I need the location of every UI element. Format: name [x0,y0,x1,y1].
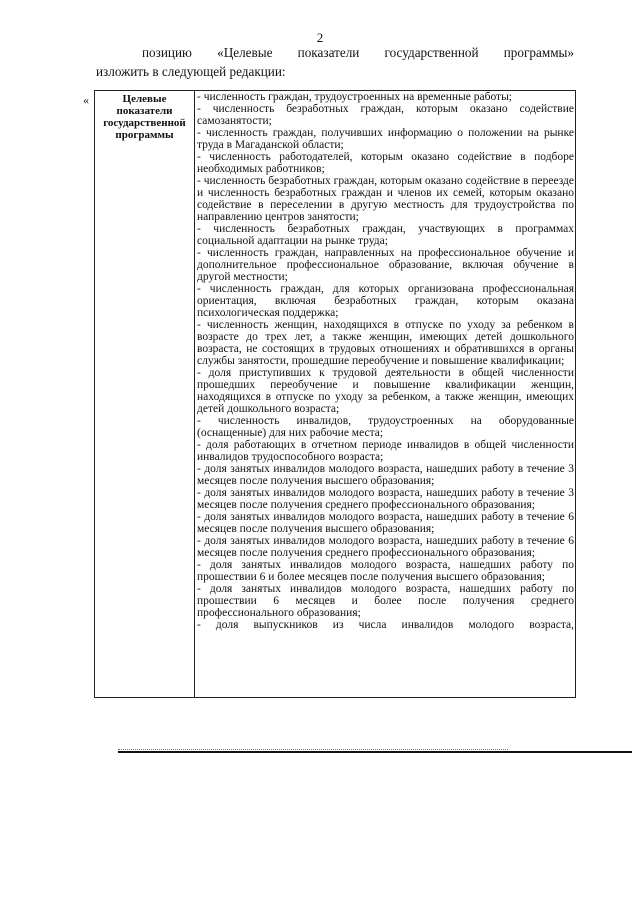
page-number: 2 [316,30,324,45]
indicator-item: - численность граждан, направленных на профессиональное обучение и дополнительное профессиональное образование, включая обучение в другой местности; [197,247,574,283]
intro-word: программы» [503,45,574,60]
intro-word: «Целевые [217,45,273,60]
indicator-item: - численность безработных граждан, которым оказано содействие самозанятости; [197,103,574,127]
indicator-item: - численность граждан, получивших информацию о положении на рынке труда в Магаданской области; [197,127,574,151]
indicators-cell [195,91,576,698]
table-row [95,91,576,698]
intro-word: показатели [297,45,360,60]
intro-word: позицию [142,45,192,60]
indicator-item: - доля занятых инвалидов молодого возраста, нашедших работу в течение 3 месяцев после получения высшего образования; [197,463,574,487]
indicator-item: - численность безработных граждан, которым оказано содействие в переезде и численность безработных граждан и членов их семей, которым оказано содействие в переселении в другую местность для трудоустройства по направлению центров занятости; [197,175,574,223]
indicator-item: - численность работодателей, которым оказано содействие в подборе необходимых работников; [197,151,574,175]
indicator-item: - доля занятых инвалидов молодого возраста, нашедших работу по прошествии 6 месяцев и более после получения среднего профессионального образования; [197,583,574,619]
indicator-item: - численность граждан, для которых организована профессиональная ориентация, включая безработных граждан, которым оказана психологическая поддержка; [197,283,574,319]
page-divider-line [118,751,632,753]
intro-paragraph [96,43,574,81]
indicator-item-truncated: - доля выпускников из числа инвалидов молодого возраста, [197,619,574,631]
intro-word: государственной [384,45,479,60]
intro-line-2: изложить в следующей редакции: [96,64,286,79]
opening-quote-mark: « [83,93,89,107]
indicator-item: - численность женщин, находящихся в отпуске по уходу за ребенком в возрасте до трех лет, а также женщин, имеющих детей дошкольного возраста, не состоящих в трудовых отношениях и обратившихся в органы службы занятости, прошедшие переобучение и повышение квалификации; [197,319,574,367]
indicator-item: - доля работающих в отчетном периоде инвалидов в общей численности инвалидов трудоспособного возраста; [197,439,574,463]
indicator-item: - численность инвалидов, трудоустроенных на оборудованные (оснащенные) для них рабочие места; [197,415,574,439]
indicator-item: - доля занятых инвалидов молодого возраста, нашедших работу в течение 6 месяцев после получения высшего образования; [197,511,574,535]
left-header-cell: Целевые показатели государственной программы [95,91,195,698]
indicator-item: - доля приступивших к трудовой деятельности в общей численности прошедших переобучение и повышение квалификации женщин, находящихся в отпуске по уходу за ребенком, а также женщин, имеющих детей дошкольного возраста; [197,367,574,415]
intro-line-1 [96,43,574,62]
indicator-item: - доля занятых инвалидов молодого возраста, нашедших работу по прошествии 6 и более месяцев после получения высшего образования; [197,559,574,583]
indicator-item: - численность безработных граждан, участвующих в программах социальной адаптации на рынке труда; [197,223,574,247]
scan-dotted-line [118,749,508,750]
indicator-item: - доля занятых инвалидов молодого возраста, нашедших работу в течение 6 месяцев после получения среднего профессионального образования; [197,535,574,559]
indicator-item: - численность граждан, трудоустроенных на временные работы; [197,91,513,103]
indicator-item: - доля занятых инвалидов молодого возраста, нашедших работу в течение 3 месяцев после получения среднего профессионального образования; [197,487,574,511]
indicators-table [94,90,576,698]
